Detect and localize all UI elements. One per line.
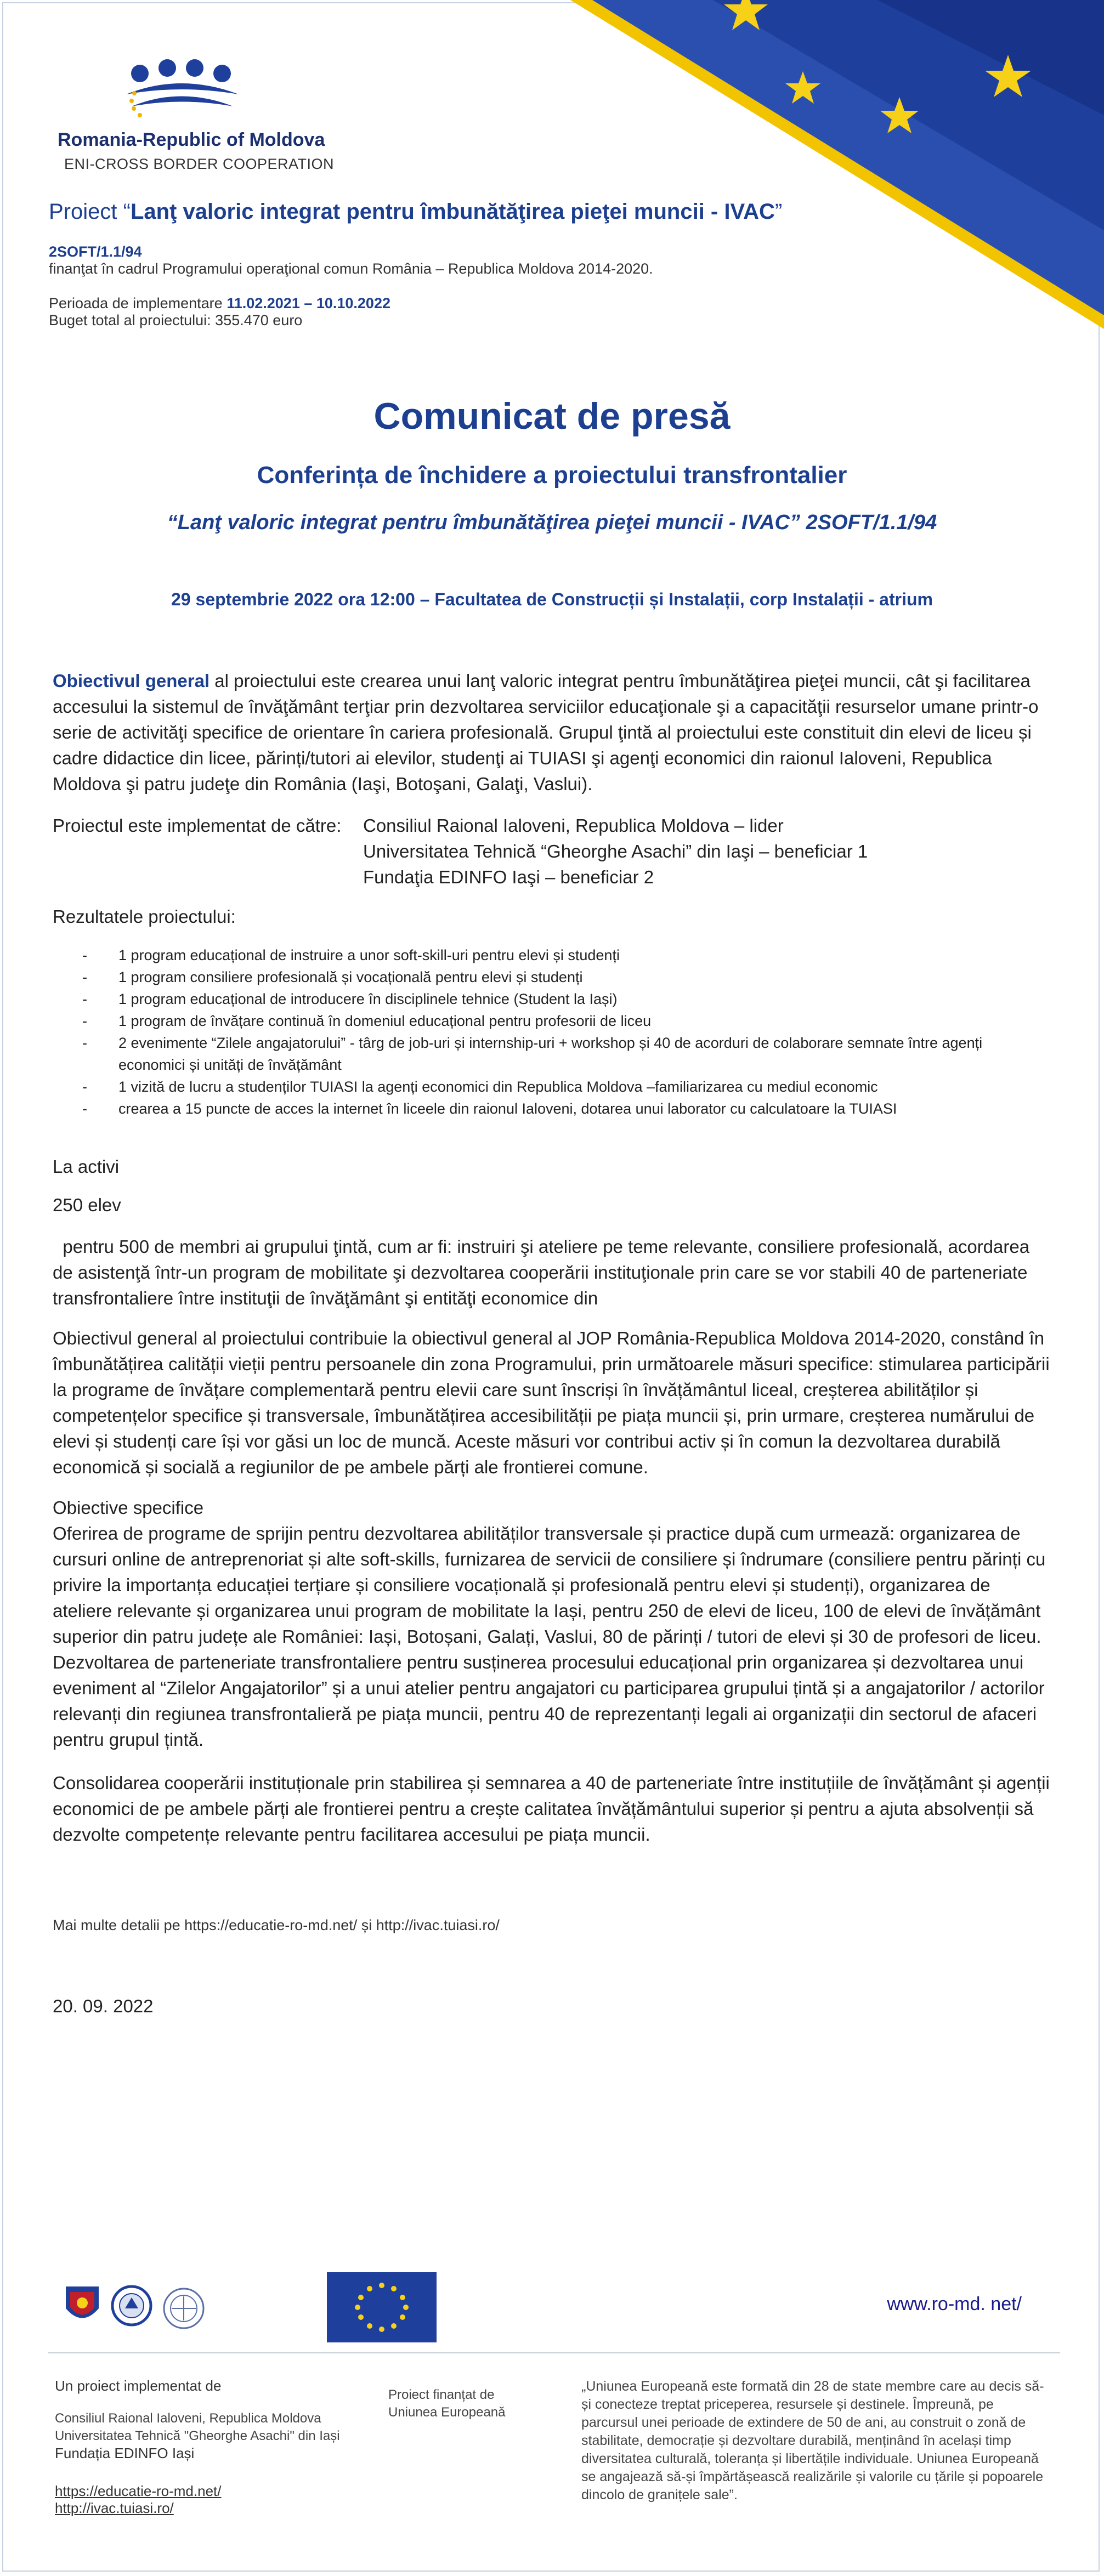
results-list [82,944,1031,1120]
members-paragraph: pentru 500 de membri ai grupului ţintă, cum ar fi: instruiri şi ateliere pe teme relevante, consiliere profesională, acordarea de asistenţă într-un program de mobilitate şi dezvoltarea cooperării instituţionale prin care se vor stabili 40 de parteneriate transfrontaliere între instituţii de învăţământ şi entităţi economice din [53,1236,1035,1308]
specific-objectives [53,1495,1051,1752]
project-title: Proiect “Lanţ valoric integrat pentru îmbunătăţirea pieţei muncii - IVAC” [49,200,783,224]
footer-divider [48,2352,1060,2353]
funded-line: Proiect finanțat de [388,2387,495,2402]
partners-list [363,813,868,890]
results-label: Rezultatele proiectului: [53,906,236,927]
jop-paragraph: Obiectivul general al proiectului contribuie la obiectivul general al JOP România-Republica Moldova 2014-2020, constând în îmbunătățirea calității vieții pentru persoanele din zona Programului, prin următoarele măsuri specifice: stimularea participării la programe de învățare complementară pentru elevii care sunt înscriși în învățământul liceal, creșterea abilităților și competențelor specifice și transversale, îmbunătățirea accesibilității pe piața muncii și, prin urmare, creșterea numărului de elevi și studenți care își vor găsi un loc de muncă. Aceste măsuri vor contribui activ și în comun la dezvoltarea durabilă economică și socială a regiunilor de pe ambele părți ale frontierei comune. [53,1328,1050,1477]
ivac-link[interactable]: http://ivac.tuiasi.ro/ [55,2500,174,2516]
project-info [49,243,653,329]
implemented-title: Un proiect implementat de [55,2378,222,2394]
elev-text: 250 elev [53,1195,121,1215]
edinfo-logo-icon [164,2289,203,2328]
list-item: - crearea a 15 puncte de acces la internet în liceele din raionul Ialoveni, dotarea unui laborator cu calculatoare la TUIASI [82,1098,1031,1120]
footer-logos [60,2276,225,2336]
more-details: Mai multe detalii pe https://educatie-ro-md.net/ și http://ivac.tuiasi.ro/ [53,1917,500,1933]
ialoveni-crest-icon [66,2286,99,2318]
list-item: - 1 program educațional de introducere în disciplinele tehnice (Student la Iași) [82,988,1031,1010]
document-date: 20. 09. 2022 [53,1996,154,2016]
event-line: 29 septembrie 2022 ora 12:00 – Facultatea de Construcții și Instalații, corp Instalații - atrium [171,589,933,609]
list-item: - 2 evenimente “Zilele angajatorului” - târg de job-uri și internship-uri + workshop și 40 de acorduri de colaborare semnate între agenți economici și unități de învățământ [82,1032,1031,1076]
objective-paragraph: Obiectivul general al proiectului este crearea unui lanţ valoric integrat pentru îmbunătăţirea pieţei muncii, cât şi facilitarea accesului la sistemul de învăţământ terţiar prin dezvoltarea serviciilor educaţionale şi a capacităţii resurselor umane printr-o serie de activităţi specifice de orientare în cariera profesională. Grupul ţintă al proiectului este constituit din elevi de liceu și cadre didactice din licee, părinți/tutori ai elevilor, studenţi ai TUIASI şi agenţi economici din raionul Ialoveni, Republica Moldova şi patru judeţe din România (Iaşi, Botoşani, Galaţi, Vaslui). [53,671,1039,794]
partner-item: Fundaţia EDINFO Iaşi – beneficiar 2 [363,867,654,887]
implemented-label: Proiectul este implementat de către: [53,815,342,836]
consolidation-paragraph: Consolidarea cooperării instituționale prin stabilirea și semnarea a 40 de parteneriate între instituțiile de învățământ și agenții economici de pe ambele părți ale frontierei pentru a crește calitatea învățământului superior și pentru a ajuta absolvenții să dezvolte competențe relevante pentru facilitarea accesului pe piața muncii. [53,1773,1050,1845]
eu-statement: „Uniunea Europeană este formată din 28 de state membre care au decis să-și conecteze treptat priceperea, resursele și destinele. Împreună, pe parcursul unei perioade de extindere de 50 de ani, au construit o zonă de stabilitate, democrație și dezvoltare durabilă, menținând în același timp diversitatea culturală, toleranța și libertățile individuale. Uniunea Europeană se angajează să-și împărtășească realizările și valorile cu țările și popoarele dincolo de granițele sale”. [581,2379,1044,2503]
website-link[interactable]: www.ro-md. net/ [887,2294,1022,2314]
implementer-item: Fundația EDINFO Iași [55,2445,195,2461]
specific-text: Oferirea de programe de sprijin pentru dezvoltarea abilităților transversale și practice după cum urmează: organizarea de cursuri online de antreprenoriat și alte soft-skills, furnizarea de servicii de consiliere și îndrumare (consiliere pentru părinți cu privire la importanța educației terțiare și consiliere vocațională și profesională pentru elevi și studenți), organizarea de ateliere relevante și organizarea unui program de mobilitate la Iași, pentru 250 de elevi de liceu, 100 de elevi de învățământ superior din patru județe ale României: Iași, Botoșani, Galați, Vaslui, 80 de părinți / tutori de elevi și 30 de profesori de liceu. Dezvoltarea de parteneriate transfrontaliere pentru susținerea procesului educațional prin organizarea și dezvoltarea unui eveniment al “Zilelor Angajatorilor” și a unui atelier pentru angajatori cu participarea grupului țintă și a angajatorilor / actorilor relevanți din regiunea transfrontalieră pe piața muncii, pentru 40 de reprezentanți legali ai organizații din sectorul de afaceri pentru grupul țintă. [53,1523,1046,1750]
financing-text: finanţat în cadrul Programului operaţional comun România – Republica Moldova 2014-2020. [49,260,653,277]
org-name: Romania-Republic of Moldova [58,129,325,150]
footer-links [55,2483,351,2517]
partner-logos [60,2276,225,2336]
implementers-block [55,2378,351,2517]
org-subtitle: ENI-CROSS BORDER COOPERATION [64,156,335,172]
period-text: Perioada de implementare 11.02.2021 – 10.10.2022 [49,295,390,311]
budget-text: Buget total al proiectului: 355.470 euro [49,312,303,328]
list-item: - 1 program consiliere profesională și vocațională pentru elevi și studenți [82,966,1031,988]
funded-line: Uniunea Europeană [388,2405,506,2420]
la-activi-text: La activi [53,1156,120,1177]
project-quote: “Lanţ valoric integrat pentru îmbunătăţirea pieţei muncii - IVAC” 2SOFT/1.1/94 [167,511,937,534]
specific-title: Obiective specifice [53,1497,204,1518]
list-item: - 1 vizită de lucru a studenților TUIASI la agenți economici din Republica Moldova –familiarizarea cu mediul economic [82,1076,1031,1098]
press-title: Comunicat de presă [373,395,731,437]
list-item: - 1 program de învățare continuă în domeniul educațional pentru profesorii de liceu [82,1010,1031,1032]
list-item: - 1 program educațional de instruire a unor soft-skill-uri pentru elevi și studenți [82,944,1031,966]
partner-item: Consiliul Raional Ialoveni, Republica Moldova – lider [363,815,784,836]
implementer-item: Universitatea Tehnică "Gheorghe Asachi" din Iași [55,2429,340,2443]
implementer-item: Consiliul Raional Ialoveni, Republica Moldova [55,2411,321,2426]
press-subtitle: Conferința de închidere a proiectului transfrontalier [257,462,847,489]
eu-flag-icon [327,2272,437,2342]
educatie-link[interactable]: https://educatie-ro-md.net/ [55,2483,222,2499]
program-logo [115,56,247,122]
tuiasi-seal-icon [112,2286,151,2325]
funded-block [388,2386,506,2421]
project-code: 2SOFT/1.1/94 [49,243,142,260]
partner-item: Universitatea Tehnică “Gheorghe Asachi” din Iaşi – beneficiar 1 [363,841,868,861]
